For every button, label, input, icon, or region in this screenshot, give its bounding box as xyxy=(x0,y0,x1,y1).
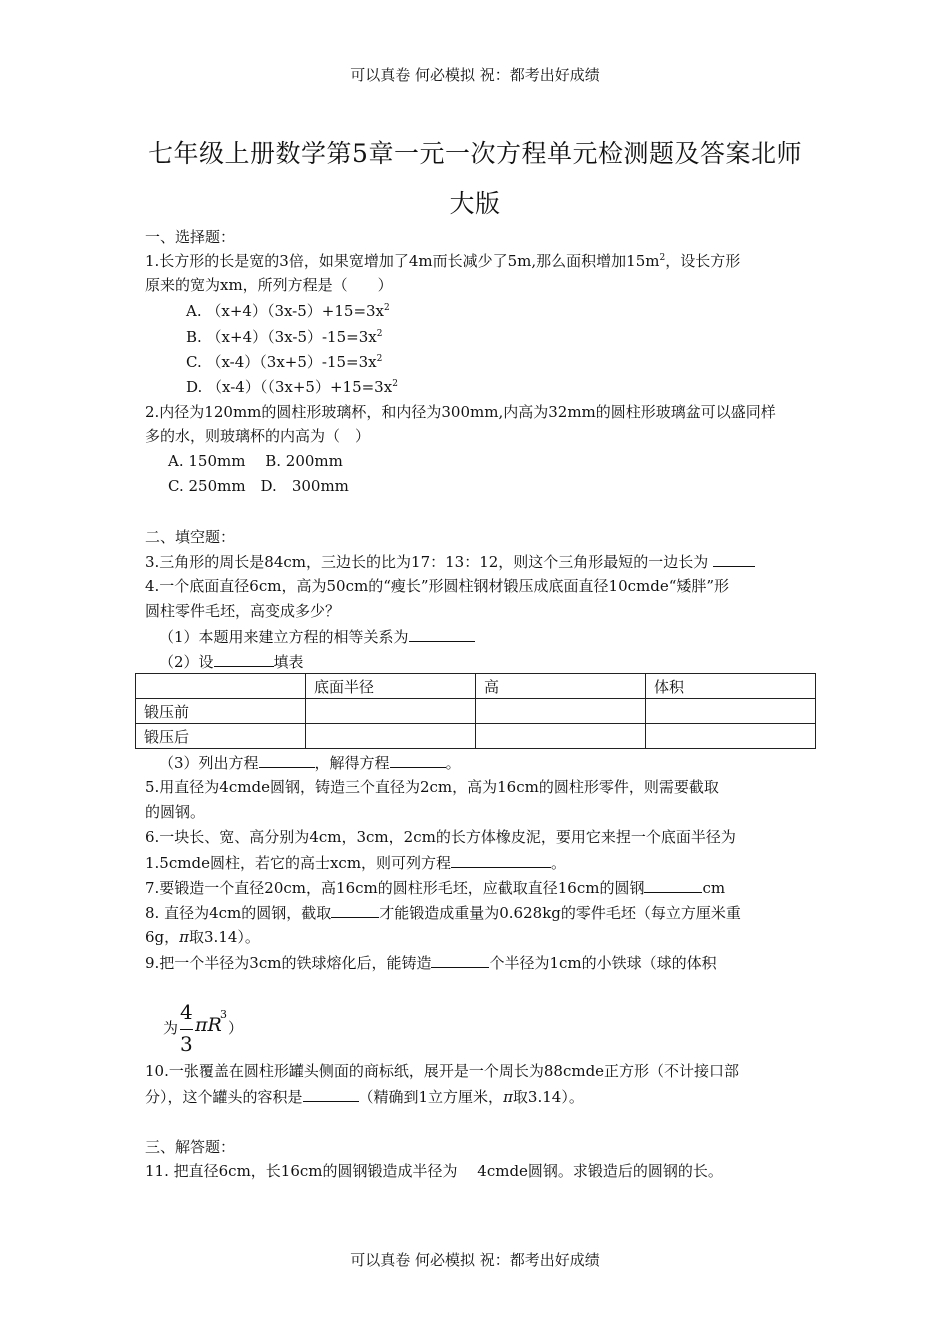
q2-line1: 2.内径为120mm的圆柱形玻璃杯，和内径为300mm,内高为32mm的圆柱形玻璃盆可以盛同样 xyxy=(145,403,776,421)
table-row xyxy=(136,724,816,749)
q6-line1: 6.一块长、宽、高分别为4cm，3cm，2cm的长方体橡皮泥，要用它来捏一个底面半径为 xyxy=(145,828,736,846)
q10-line1: 10.一张覆盖在圆柱形罐头侧面的商标纸，展开是一个周长为88cmde正方形（不计接口部 xyxy=(145,1062,740,1080)
q1-line2: 原来的宽为xm，所列方程是（ ） xyxy=(145,276,393,294)
table-cell[interactable] xyxy=(306,699,476,724)
page-title-line1: 七年级上册数学第5章一元一次方程单元检测题及答案北师 xyxy=(148,139,802,168)
q8-line1: 8. 直径为4cm的圆钢，截取 才能锻造成重量为0.628kg的零件毛坯（每立方厘米重 xyxy=(145,904,741,922)
q9-formula-pir: πR xyxy=(195,1014,222,1036)
section-fill-heading: 二、填空题： xyxy=(145,528,236,546)
q9-blank xyxy=(431,952,489,968)
q10-blank xyxy=(303,1086,359,1102)
q9-line1: 9.把一个半径为3cm的铁球熔化后，能铸造 个半径为1cm的小铁球（球的体积 xyxy=(145,954,717,972)
table-header-cell: 体积 xyxy=(646,674,816,699)
q4-line2: 圆柱零件毛坯，高变成多少？ xyxy=(145,602,341,620)
q4-sub2: （2）设 填表 xyxy=(159,653,304,671)
table-header-cell xyxy=(136,674,306,699)
table-cell[interactable] xyxy=(646,699,816,724)
table-cell[interactable] xyxy=(646,724,816,749)
q6-line2: 1.5cmde圆柱，若它的高士xcm，则可列方程 。 xyxy=(145,854,567,872)
q8-line2: 6g，π取3.14）。 xyxy=(145,928,260,946)
table-cell: 锻压前 xyxy=(136,699,306,724)
section-answer-heading: 三、解答题： xyxy=(145,1138,236,1156)
q5-line1: 5.用直径为4cmde圆钢，铸造三个直径为2cm，高为16cm的圆柱形零件，则需要截取 xyxy=(145,778,719,796)
table-cell[interactable] xyxy=(476,724,646,749)
q4-sub1-blank xyxy=(409,626,475,642)
q3-blank xyxy=(713,551,755,567)
table-header-cell: 高 xyxy=(476,674,646,699)
q4-sub3-blank1 xyxy=(259,752,315,768)
q7-blank xyxy=(644,877,702,893)
q9-formula-exponent: 3 xyxy=(220,1008,227,1021)
fraction-bar xyxy=(180,1029,193,1030)
q4-sub3: （3）列出方程 ，解得方程 。 xyxy=(159,754,461,772)
q4-sub2-blank xyxy=(214,651,274,667)
q8-blank xyxy=(331,902,379,918)
q4-sub3-blank2 xyxy=(390,752,446,768)
section-choice-heading: 一、选择题： xyxy=(145,228,236,246)
table-header-row xyxy=(136,674,816,699)
page-title-line2: 大版 xyxy=(449,189,501,218)
page-header: 可以真卷 何必模拟 祝：都考出好成绩 xyxy=(350,66,600,84)
fill-in-table xyxy=(135,673,816,749)
fraction-denominator: 3 xyxy=(180,1032,193,1056)
q1-line1: 1.长方形的长是宽的3倍，如果宽增加了4m而长减少了5m,那么面积增加$15m^2$，设长方形 xyxy=(145,252,741,270)
q2-line2: 多的水，则玻璃杯的内高为（ ） xyxy=(145,427,371,445)
q9-formula-prefix: 为 xyxy=(163,1019,179,1037)
page-footer: 可以真卷 何必模拟 祝：都考出好成绩 xyxy=(350,1251,600,1269)
q1-option-c: C. $(x-4)(3x+5)-15=3x^2$ xyxy=(186,353,383,371)
q5-line2: 的圆钢。 xyxy=(145,803,206,821)
table-cell[interactable] xyxy=(306,724,476,749)
table-header-cell: 底面半径 xyxy=(306,674,476,699)
table-row xyxy=(136,699,816,724)
q4-line1: 4.一个底面直径6cm，高为50cm的“瘦长”形圆柱钢材锻压成底面直径10cmde“矮胖”形 xyxy=(145,577,730,595)
table-cell: 锻压后 xyxy=(136,724,306,749)
pi-symbol: π xyxy=(179,928,190,946)
q1-option-d: D. $(x-4)((3x+5)+15=3x^2$ xyxy=(186,378,398,396)
table-cell[interactable] xyxy=(476,699,646,724)
q6-blank xyxy=(451,852,551,868)
q11-text: 11. 把直径6cm，长16cm的圆钢锻造成半径为 4cmde圆钢。求锻造后的圆钢的长。 xyxy=(145,1162,723,1180)
q1-option-a: A. $(x+4)(3x-5)+15=3x^2$ xyxy=(186,302,390,320)
q2-options-cd: C. 250mm D. 300mm xyxy=(168,477,349,495)
q3-text: 3.三角形的周长是84cm，三边长的比为17：13：12，则这个三角形最短的一边长为 xyxy=(145,551,755,572)
pi-symbol: π xyxy=(503,1088,513,1106)
q7-text: 7.要锻造一个直径20cm，高16cm的圆柱形毛坯，应截取直径16cm的圆钢 cm xyxy=(145,879,726,897)
q2-options-ab: A. 150mm B. 200mm xyxy=(168,452,343,470)
q9-formula-close: ） xyxy=(228,1019,244,1037)
q4-sub1: （1）本题用来建立方程的相等关系为 xyxy=(159,626,475,647)
q10-line2: 分），这个罐头的容积是 （精确到1立方厘米，π取3.14）。 xyxy=(145,1088,584,1106)
fraction-numerator: 4 xyxy=(180,1000,193,1024)
q1-option-b: B. $(x+4)(3x-5)-15=3x^2$ xyxy=(186,328,383,346)
